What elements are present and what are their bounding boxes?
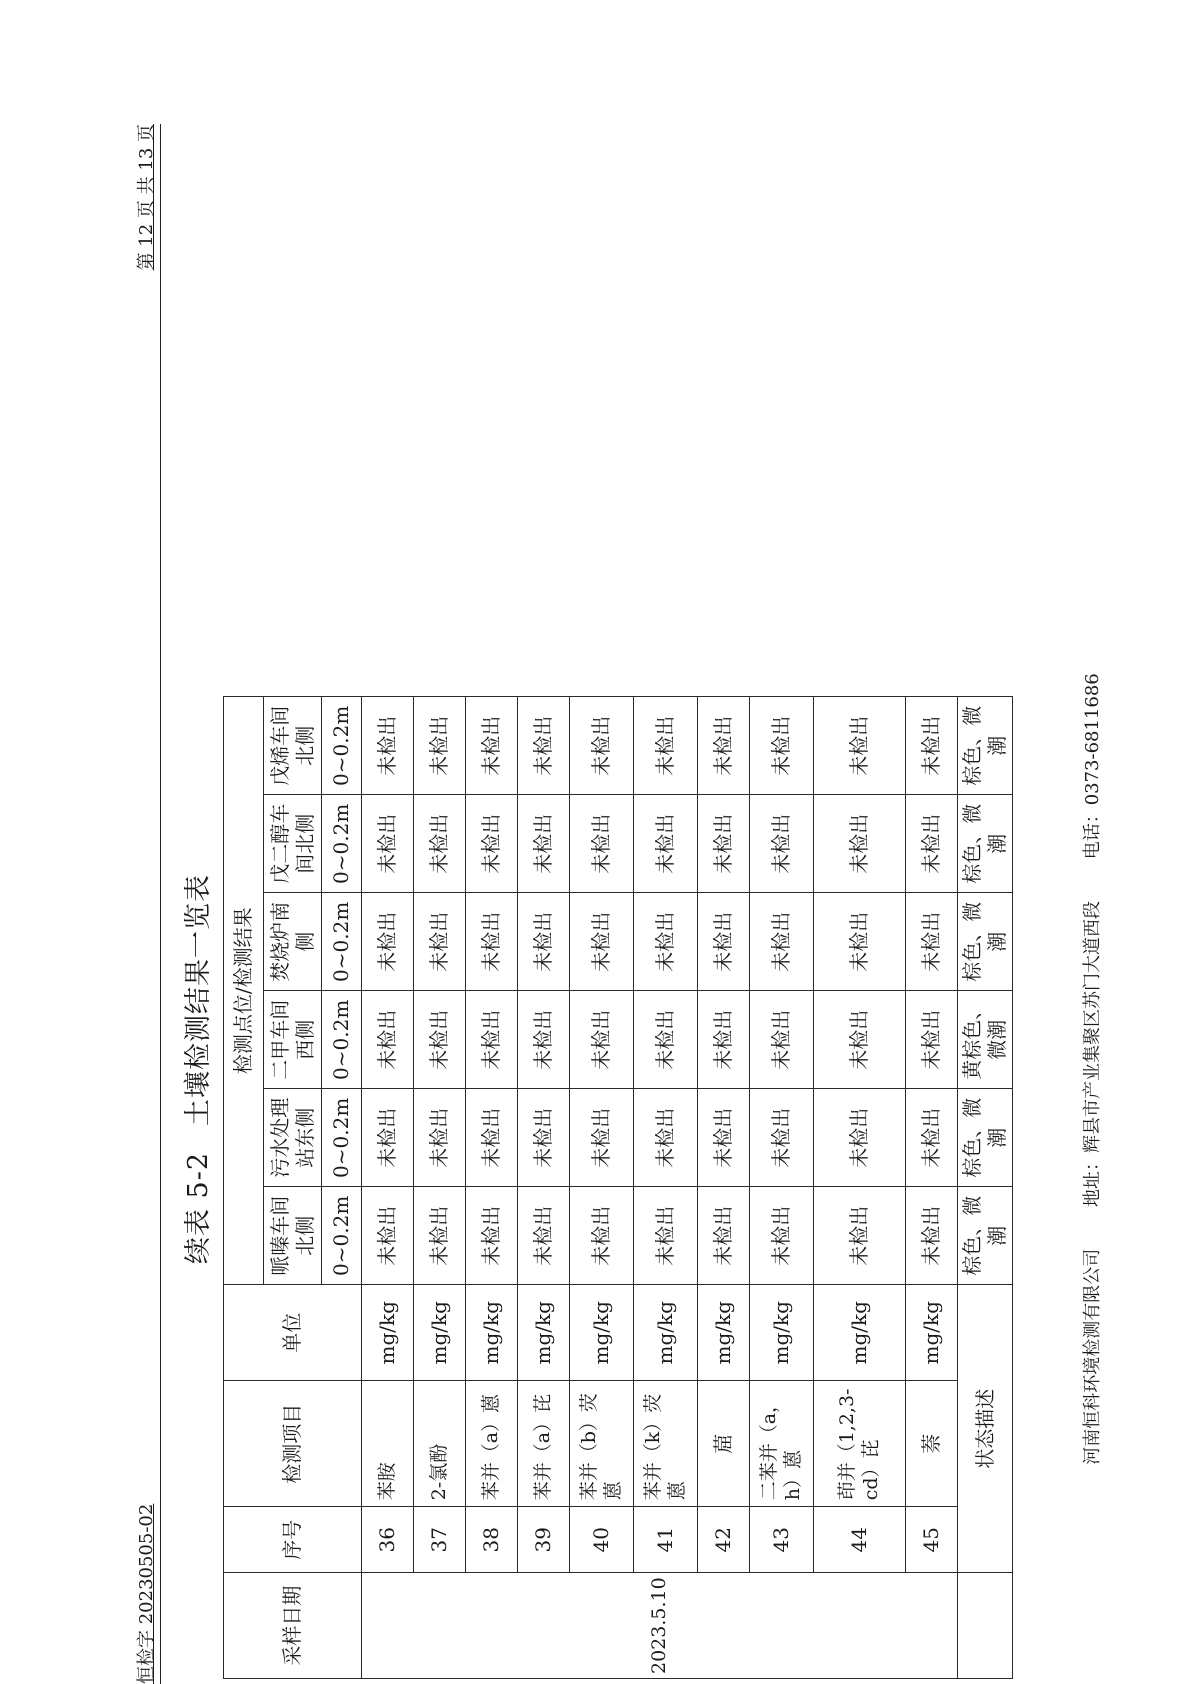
header-depth: 0~0.2m [322,991,362,1089]
result-cell: 未检出 [698,697,750,795]
result-cell: 未检出 [570,1187,634,1285]
header-divider [160,124,161,1684]
result-cell: 未检出 [634,795,698,893]
result-cell: 未检出 [634,991,698,1089]
result-cell: 未检出 [518,991,570,1089]
result-cell: 未检出 [814,893,906,991]
result-cell: 未检出 [698,991,750,1089]
result-cell: 未检出 [750,1089,814,1187]
seq-cell: 41 [634,1507,698,1573]
result-cell: 未检出 [414,991,466,1089]
unit-cell: mg/kg [906,1285,958,1381]
header-unit: 单位 [224,1285,362,1381]
seq-cell: 38 [466,1507,518,1573]
status-cell: 棕色、微潮 [958,893,1013,991]
result-cell: 未检出 [362,893,414,991]
result-cell: 未检出 [698,1089,750,1187]
table-row [698,697,750,1679]
result-cell: 未检出 [518,1089,570,1187]
result-cell: 未检出 [362,991,414,1089]
result-cell: 未检出 [414,1187,466,1285]
unit-cell: mg/kg [466,1285,518,1381]
item-cell: 茚并（1,2,3-cd）芘 [814,1381,906,1507]
status-cell: 棕色、微潮 [958,1187,1013,1285]
result-cell: 未检出 [698,795,750,893]
item-cell: 二苯并（a，h）蒽 [750,1381,814,1507]
item-cell: 萘 [906,1381,958,1507]
result-cell: 未检出 [362,697,414,795]
result-cell: 未检出 [698,1187,750,1285]
header-site: 戊烯车间北侧 [264,697,322,795]
seq-cell: 39 [518,1507,570,1573]
header-depth: 0~0.2m [322,1187,362,1285]
item-cell: 苯并（b）荧蒽 [570,1381,634,1507]
result-cell: 未检出 [814,991,906,1089]
result-cell: 未检出 [814,1187,906,1285]
header-site: 污水处理站东侧 [264,1089,322,1187]
unit-cell: mg/kg [634,1285,698,1381]
result-cell: 未检出 [814,795,906,893]
table-row [570,697,634,1679]
result-cell: 未检出 [750,991,814,1089]
header-site: 二甲车间西侧 [264,991,322,1089]
unit-cell: mg/kg [518,1285,570,1381]
status-cell: 棕色、微潮 [958,697,1013,795]
result-cell: 未检出 [570,893,634,991]
seq-cell: 40 [570,1507,634,1573]
status-row [958,697,1013,1679]
header-depth: 0~0.2m [322,795,362,893]
table-title-text: 土壤检测结果一览表 [183,873,214,1126]
result-cell: 未检出 [362,1089,414,1187]
seq-cell: 45 [906,1507,958,1573]
seq-cell: 37 [414,1507,466,1573]
header-site: 戊二醇车间北侧 [264,795,322,893]
result-cell: 未检出 [750,1187,814,1285]
status-cell: 棕色、微潮 [958,1089,1013,1187]
result-cell: 未检出 [750,893,814,991]
item-cell: 2-氯酚 [414,1381,466,1507]
unit-cell: mg/kg [570,1285,634,1381]
table-row [362,697,414,1679]
result-cell: 未检出 [518,795,570,893]
result-cell: 未检出 [570,697,634,795]
header-site: 哌嗪车间北侧 [264,1187,322,1285]
seq-cell: 42 [698,1507,750,1573]
item-cell: 苯并（k）荧蒽 [634,1381,698,1507]
result-cell: 未检出 [466,1187,518,1285]
result-cell: 未检出 [906,1187,958,1285]
unit-cell: mg/kg [362,1285,414,1381]
header-item: 检测项目 [224,1381,362,1507]
result-cell: 未检出 [634,1187,698,1285]
header-depth: 0~0.2m [322,893,362,991]
result-cell: 未检出 [466,1089,518,1187]
table-row [518,697,570,1679]
item-cell: 苯并（a）芘 [518,1381,570,1507]
header-depth: 0~0.2m [322,1089,362,1187]
result-cell: 未检出 [414,697,466,795]
result-cell: 未检出 [518,1187,570,1285]
result-cell: 未检出 [466,795,518,893]
result-cell: 未检出 [906,991,958,1089]
result-cell: 未检出 [466,991,518,1089]
result-cell: 未检出 [906,795,958,893]
soil-results-table [223,696,1013,1679]
result-cell: 未检出 [750,697,814,795]
status-cell: 棕色、微潮 [958,795,1013,893]
result-cell: 未检出 [414,893,466,991]
unit-cell: mg/kg [698,1285,750,1381]
result-cell: 未检出 [814,697,906,795]
unit-cell: mg/kg [814,1285,906,1381]
unit-cell: mg/kg [750,1285,814,1381]
table-row [414,697,466,1679]
header-seq: 序号 [224,1507,362,1573]
result-cell: 未检出 [414,1089,466,1187]
header-depth: 0~0.2m [322,697,362,795]
result-cell: 未检出 [414,795,466,893]
rotated-document-page [110,124,1110,1684]
result-cell: 未检出 [906,697,958,795]
item-cell: 苯并（a）蒽 [466,1381,518,1507]
seq-cell: 36 [362,1507,414,1573]
footer-phone: 电话：0373-6811686 [1082,673,1103,860]
footer-address: 地址：辉县市产业集聚区苏门大道西段 [1082,901,1103,1208]
result-cell: 未检出 [570,795,634,893]
table-row [466,697,518,1679]
status-label: 状态描述 [958,1285,1013,1573]
header-sampling-date: 采样日期 [224,1573,362,1679]
status-cell: 黄棕色、微潮 [958,991,1013,1089]
header-site-group: 检测点位/检测结果 [224,697,264,1285]
result-cell: 未检出 [634,697,698,795]
result-cell: 未检出 [634,1089,698,1187]
table-row [906,697,958,1679]
result-cell: 未检出 [362,795,414,893]
table-row [750,697,814,1679]
document-number: 恒检字 20230505-02 [136,1503,157,1684]
result-cell: 未检出 [814,1089,906,1187]
page-footer [1078,454,1104,1684]
header-site: 焚烧炉南侧 [264,893,322,991]
result-cell: 未检出 [518,893,570,991]
result-cell: 未检出 [634,893,698,991]
result-cell: 未检出 [906,893,958,991]
result-cell: 未检出 [750,795,814,893]
result-cell: 未检出 [570,1089,634,1187]
item-cell: 䓛 [698,1381,750,1507]
unit-cell: mg/kg [414,1285,466,1381]
seq-cell: 43 [750,1507,814,1573]
result-cell: 未检出 [466,893,518,991]
table-row [634,697,698,1679]
result-cell: 未检出 [362,1187,414,1285]
result-cell: 未检出 [466,697,518,795]
result-cell: 未检出 [906,1089,958,1187]
page-counter: 第 12 页 共 13 页 [136,124,157,271]
result-cell: 未检出 [518,697,570,795]
result-cell: 未检出 [698,893,750,991]
table-title-prefix: 续表 5-2 [183,1151,214,1265]
footer-company: 河南恒科环境检测有限公司 [1082,1248,1103,1465]
table-title [176,454,215,1684]
status-date-blank [958,1573,1013,1679]
seq-cell: 44 [814,1507,906,1573]
sampling-date-cell: 2023.5.10 [362,1573,958,1679]
result-cell: 未检出 [570,991,634,1089]
item-cell: 苯胺 [362,1381,414,1507]
table-row [814,697,906,1679]
